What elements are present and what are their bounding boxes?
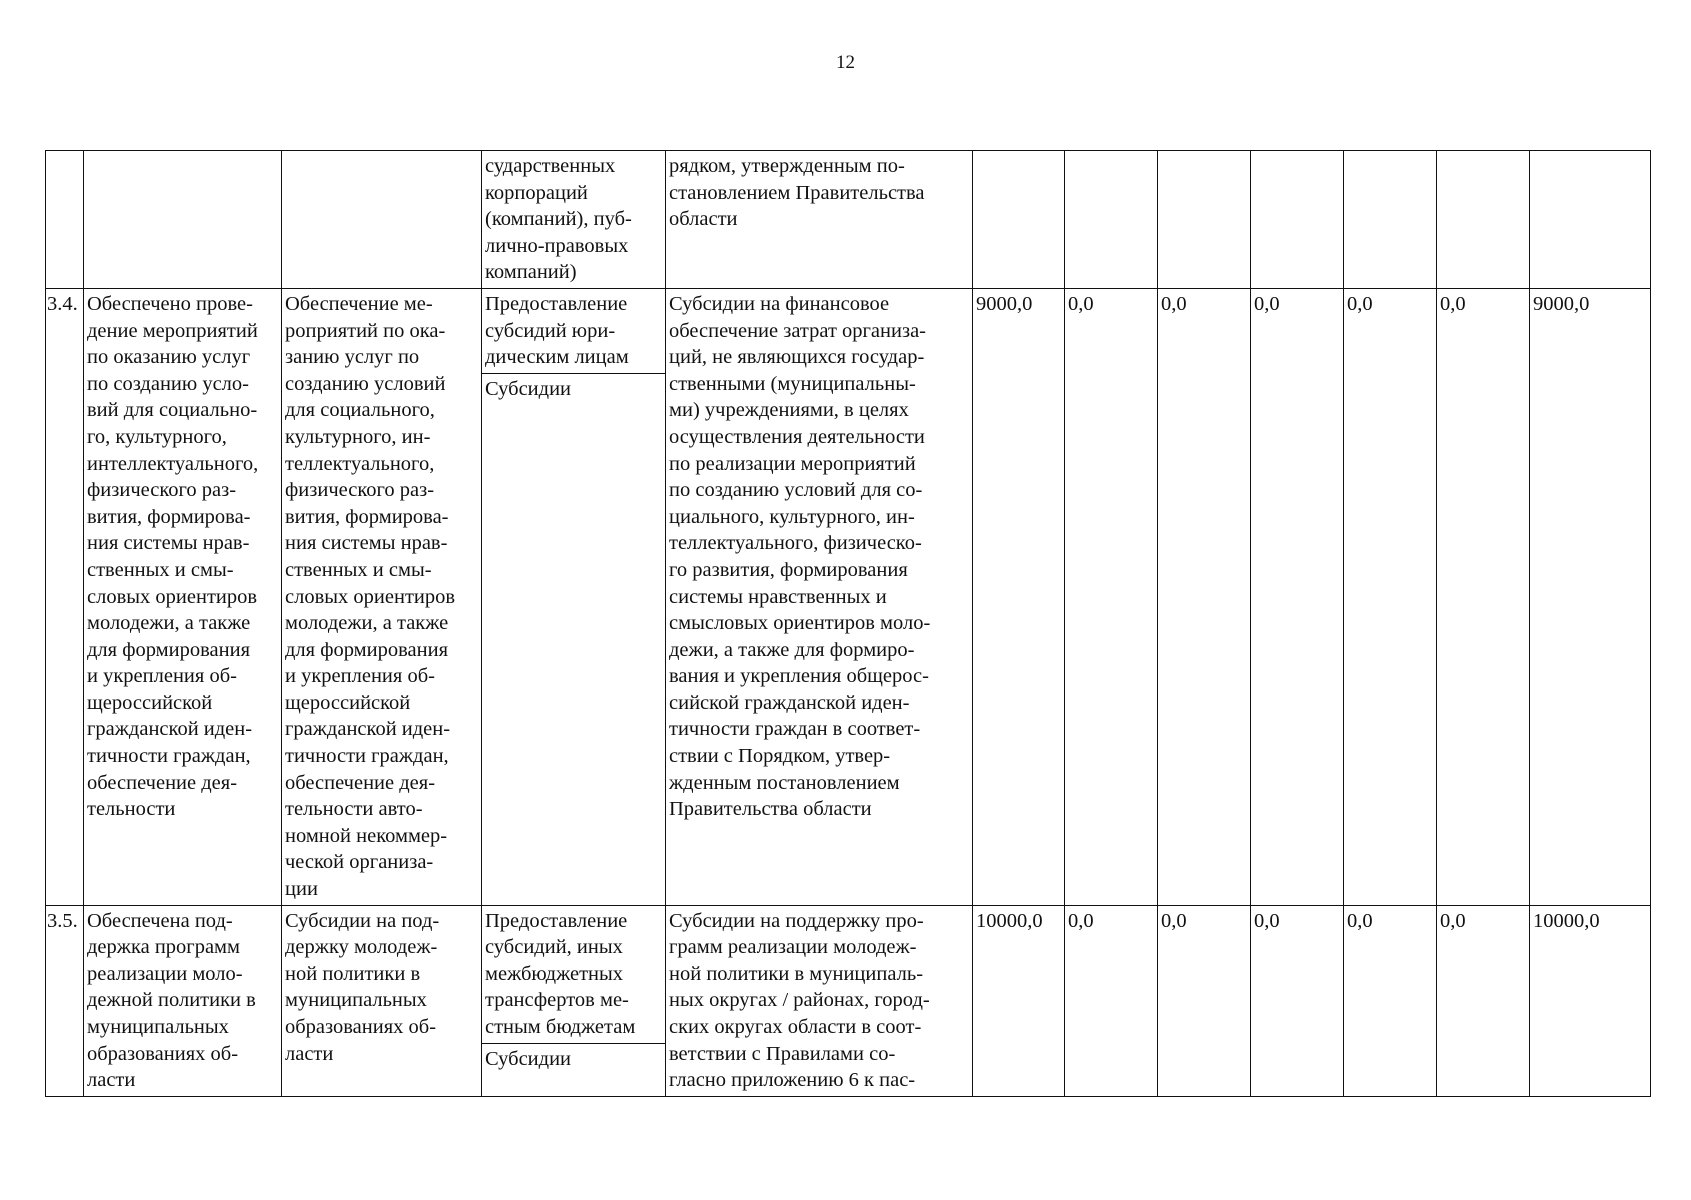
text-line: и укрепления об-	[87, 665, 237, 688]
cell-direction	[482, 905, 666, 1096]
text-line: держку молодеж-	[285, 936, 438, 959]
value-cell: 0,0	[1065, 905, 1158, 1096]
text-line: муниципальных	[285, 989, 427, 1012]
text-line: го, культурного,	[87, 425, 227, 448]
text-line: ных округах / районах, город-	[669, 989, 930, 1012]
text-line: дическим лицам	[485, 346, 629, 369]
text-line: словых ориентиров	[87, 585, 258, 608]
text-line: системы нравственных и	[669, 585, 887, 608]
text-line: гласно приложению 6 к пас-	[669, 1069, 916, 1092]
text-line: ственных и смы-	[87, 558, 234, 581]
table-row-3-5	[46, 905, 1651, 1096]
value-cell: 0,0	[1344, 905, 1437, 1096]
kind-subcell: Субсидии	[485, 377, 572, 400]
text-line: и укрепления об-	[285, 665, 435, 688]
text-line: компаний)	[485, 261, 577, 284]
cell-activity	[282, 905, 482, 1096]
text-line: по созданию усло-	[87, 372, 249, 395]
cell-direction	[482, 151, 666, 289]
text-line: становлением Правительства	[669, 181, 925, 204]
cell-activity	[282, 151, 482, 289]
text-line: для формирования	[87, 638, 251, 661]
text-line: циального, культурного, ин-	[669, 505, 915, 528]
text-line: физического раз-	[285, 479, 435, 502]
value-cell: 0,0	[1158, 905, 1251, 1096]
text-line: рядком, утвержденным по-	[669, 155, 905, 177]
text-line: реализации моло-	[87, 962, 243, 985]
text-line: ния системы нрав-	[285, 532, 448, 555]
text-line: корпораций	[485, 181, 588, 204]
continuation-row	[46, 151, 1651, 289]
cell-value	[1344, 151, 1437, 289]
value-cell: 10000,0	[1530, 905, 1651, 1096]
value-cell: 0,0	[1251, 905, 1344, 1096]
text-line: гражданской иден-	[87, 718, 253, 741]
text-line: лично-правовых	[485, 234, 629, 257]
text-line: Предоставление	[485, 909, 628, 932]
text-line: го развития, формирования	[669, 558, 908, 581]
text-line: щероссийской	[87, 691, 213, 714]
kind-subcell: Субсидии	[485, 1047, 572, 1070]
text-line: обеспечение затрат организа-	[669, 319, 927, 342]
page-number: 12	[836, 52, 855, 73]
text-line: щероссийской	[285, 691, 411, 714]
text-line: ции	[285, 878, 318, 901]
text-line: культурного, ин-	[285, 425, 431, 448]
text-line: тичности граждан,	[285, 745, 449, 768]
text-line: жденным постановлением	[669, 771, 900, 794]
text-line: номной некоммер-	[285, 824, 448, 847]
direction-subcell	[482, 908, 665, 1044]
text-line: ласти	[87, 1069, 136, 1092]
value-cell: 0,0	[1344, 288, 1437, 905]
text-line: субсидий юри-	[485, 319, 616, 342]
value-cell: 0,0	[1437, 288, 1530, 905]
text-line: роприятий по ока-	[285, 319, 446, 342]
text-line: стным бюджетам	[485, 1016, 636, 1038]
text-line: вий для социально-	[87, 399, 258, 422]
text-line: гражданской иден-	[285, 718, 451, 741]
cell-result	[84, 905, 282, 1096]
text-line: тичности граждан,	[87, 745, 251, 768]
text-line: ствии с Порядком, утвер-	[669, 745, 891, 768]
text-line: вания и укрепления общерос-	[669, 665, 929, 688]
row-number: 3.4.	[46, 288, 84, 905]
cell-value	[1530, 151, 1651, 289]
text-line: занию услуг по	[285, 346, 420, 369]
cell-value	[1065, 151, 1158, 289]
value-cell: 0,0	[1437, 905, 1530, 1096]
text-line: ния системы нрав-	[87, 532, 250, 555]
text-line: дежи, а также для формиро-	[669, 638, 915, 661]
text-line: области	[669, 208, 738, 231]
text-line: субсидий, иных	[485, 936, 623, 959]
text-line: ций, не являющихся государ-	[669, 346, 925, 369]
value-cell: 0,0	[1158, 288, 1251, 905]
value-cell: 9000,0	[973, 288, 1065, 905]
text-line: Обеспечение ме-	[285, 292, 433, 315]
text-line: Субсидии на финансовое	[669, 292, 890, 315]
text-line: Предоставление	[485, 292, 628, 315]
cell-description	[666, 288, 973, 905]
text-line: вития, формирова-	[87, 505, 251, 528]
text-line: теллектуального, физическо-	[669, 532, 922, 555]
text-line: ских округах области в соот-	[669, 1016, 922, 1038]
value-cell: 10000,0	[973, 905, 1065, 1096]
text-line: созданию условий	[285, 372, 446, 395]
text-line: (компаний), пуб-	[485, 208, 632, 231]
text-line: Субсидии на поддержку про-	[669, 909, 924, 932]
text-line: для социального,	[285, 399, 435, 422]
cell-num	[46, 151, 84, 289]
cell-value	[1437, 151, 1530, 289]
text-line: трансфертов ме-	[485, 989, 629, 1012]
value-cell: 0,0	[1251, 288, 1344, 905]
cell-result	[84, 151, 282, 289]
text-line: сударственных	[485, 155, 616, 177]
text-line: Обеспечено прове-	[87, 292, 253, 315]
text-line: словых ориентиров	[285, 585, 456, 608]
text-line: межбюджетных	[485, 962, 624, 985]
text-line: Субсидии на под-	[285, 909, 440, 932]
text-line: молодежи, а также	[87, 612, 251, 635]
text-line: обеспечение дея-	[285, 771, 436, 794]
text-line: ственными (муниципальны-	[669, 372, 916, 395]
text-line: ной политики в	[285, 962, 421, 985]
cell-value	[1158, 151, 1251, 289]
text-line: ческой организа-	[285, 851, 434, 874]
text-line: Правительства области	[669, 798, 872, 821]
cell-direction	[482, 288, 666, 905]
text-line: тельности авто-	[285, 798, 423, 821]
cell-result	[84, 288, 282, 905]
text-line: молодежи, а также	[285, 612, 449, 635]
text-line: смысловых ориентиров моло-	[669, 612, 931, 635]
text-line: держка программ	[87, 936, 240, 959]
text-line: тичности граждан в соответ-	[669, 718, 921, 741]
text-line: по реализации мероприятий	[669, 452, 916, 475]
text-line: дежной политики в	[87, 989, 256, 1012]
cell-value	[1251, 151, 1344, 289]
text-line: муниципальных	[87, 1016, 229, 1038]
text-line: ственных и смы-	[285, 558, 432, 581]
value-cell: 0,0	[1065, 288, 1158, 905]
text-line: сийской гражданской иден-	[669, 691, 910, 714]
value-cell: 9000,0	[1530, 288, 1651, 905]
table-row-3-4	[46, 288, 1651, 905]
text-line: ной политики в муниципаль-	[669, 962, 924, 985]
cell-activity	[282, 288, 482, 905]
text-line: ветствии с Правилами со-	[669, 1042, 896, 1065]
row-number: 3.5.	[46, 905, 84, 1096]
text-line: Обеспечена под-	[87, 909, 233, 932]
cell-description	[666, 905, 973, 1096]
text-line: вития, формирова-	[285, 505, 449, 528]
text-line: дение мероприятий	[87, 319, 258, 342]
text-line: обеспечение дея-	[87, 771, 238, 794]
text-line: по созданию условий для со-	[669, 479, 923, 502]
text-line: осуществления деятельности	[669, 425, 925, 448]
text-line: для формирования	[285, 638, 449, 661]
text-line: по оказанию услуг	[87, 346, 251, 369]
text-line: ми) учреждениями, в целях	[669, 399, 909, 422]
text-line: грамм реализации молодеж-	[669, 936, 917, 959]
text-line: ласти	[285, 1042, 334, 1065]
cell-value	[973, 151, 1065, 289]
text-line: тельности	[87, 798, 176, 821]
cell-description	[666, 151, 973, 289]
text-line: теллектуального,	[285, 452, 435, 475]
text-line: физического раз-	[87, 479, 237, 502]
text-line: интеллектуального,	[87, 452, 259, 475]
budget-table	[45, 150, 1651, 1097]
direction-subcell	[482, 291, 665, 374]
text-line: образованиях об-	[87, 1042, 239, 1065]
text-line: образованиях об-	[285, 1016, 437, 1038]
